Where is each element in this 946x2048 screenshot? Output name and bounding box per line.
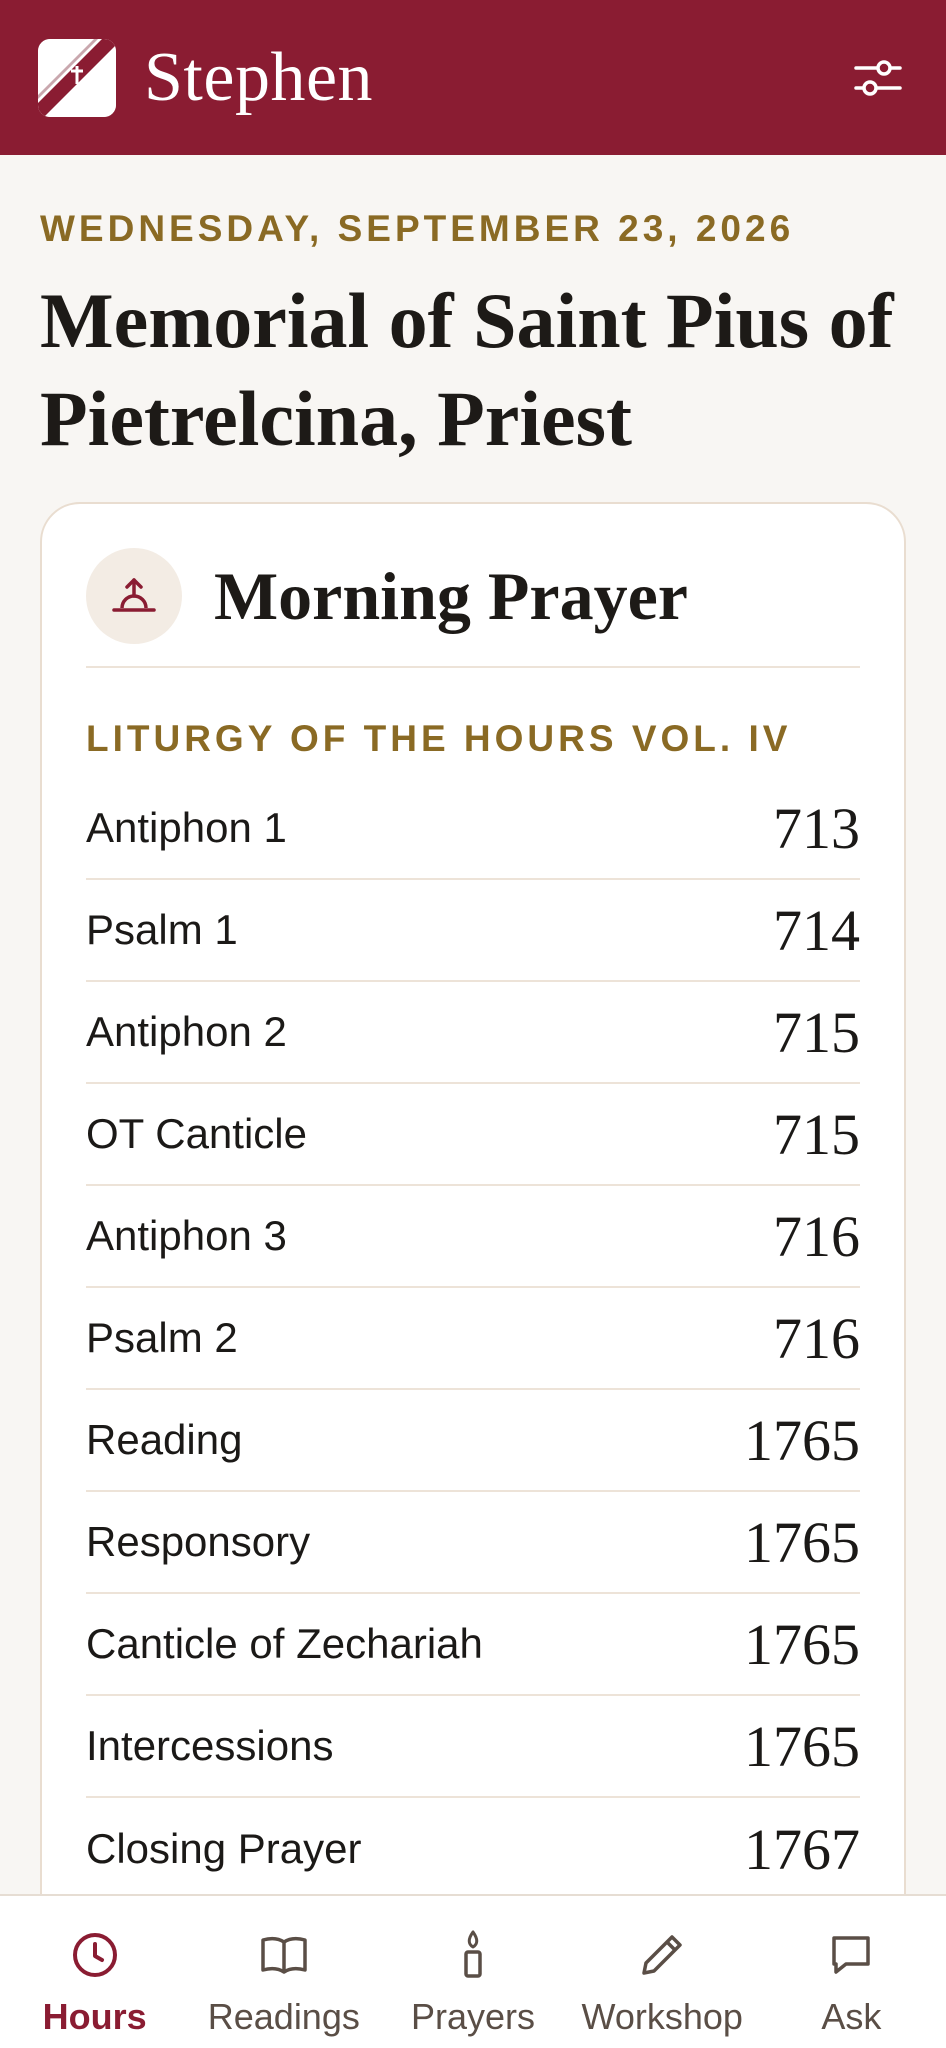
list-item[interactable] xyxy=(86,1798,860,1900)
nav-item-hours[interactable] xyxy=(0,1896,189,2048)
item-page: 713 xyxy=(773,795,860,861)
item-label: Canticle of Zechariah xyxy=(86,1620,483,1667)
item-label: Reading xyxy=(86,1416,243,1463)
list-item[interactable] xyxy=(86,1186,860,1288)
item-page: 715 xyxy=(773,999,860,1065)
nav-label: Hours xyxy=(42,1996,147,2037)
list-item[interactable] xyxy=(86,1594,860,1696)
item-label: Psalm 1 xyxy=(86,906,238,953)
sunrise-icon xyxy=(86,548,182,644)
pencil-icon xyxy=(635,1928,689,1982)
item-label: Antiphon 1 xyxy=(86,804,287,851)
list-item[interactable] xyxy=(86,982,860,1084)
feast-title: Memorial of Saint Pius of Pietrelcina, Priest xyxy=(40,277,894,462)
nav-label: Prayers xyxy=(410,1996,536,2037)
hour-title: Morning Prayer xyxy=(214,557,688,634)
settings-button[interactable] xyxy=(848,48,908,108)
item-page: 1765 xyxy=(744,1713,860,1779)
nav-label: Workshop xyxy=(581,1996,743,2037)
item-label: OT Canticle xyxy=(86,1110,307,1157)
list-item[interactable] xyxy=(86,1492,860,1594)
item-label: Responsory xyxy=(86,1518,311,1565)
candle-icon xyxy=(446,1928,500,1982)
item-label: Intercessions xyxy=(86,1722,334,1769)
list-item[interactable] xyxy=(86,1288,860,1390)
list-item[interactable] xyxy=(86,880,860,982)
nav-item-readings[interactable] xyxy=(189,1896,378,2048)
bottom-nav xyxy=(0,1894,946,2048)
chat-icon xyxy=(824,1928,878,1982)
app-title: Stephen xyxy=(144,38,374,116)
hour-items-list xyxy=(86,778,860,1900)
item-page: 716 xyxy=(773,1203,860,1269)
item-page: 1765 xyxy=(744,1407,860,1473)
list-item[interactable] xyxy=(86,778,860,880)
item-page: 1765 xyxy=(744,1509,860,1575)
item-label: Antiphon 2 xyxy=(86,1008,287,1055)
list-item[interactable] xyxy=(86,1390,860,1492)
item-label: Closing Prayer xyxy=(86,1825,362,1872)
clock-icon xyxy=(68,1928,122,1982)
nav-item-ask[interactable] xyxy=(757,1896,946,2048)
nav-label: Readings xyxy=(207,1996,360,2037)
item-page: 1765 xyxy=(744,1611,860,1677)
app-logo xyxy=(38,39,116,117)
item-page: 715 xyxy=(773,1101,860,1167)
item-page: 716 xyxy=(773,1305,860,1371)
item-page: 1767 xyxy=(744,1816,860,1882)
hour-card-header xyxy=(86,548,860,668)
cross-book-logo-icon xyxy=(38,39,116,117)
item-label: Antiphon 3 xyxy=(86,1212,287,1259)
nav-label: Ask xyxy=(821,1996,882,2037)
nav-item-workshop[interactable] xyxy=(568,1896,757,2048)
item-label: Psalm 2 xyxy=(86,1314,238,1361)
date-label: WEDNESDAY, SEPTEMBER 23, 2026 xyxy=(40,208,795,249)
hour-card xyxy=(40,502,906,2002)
app-header xyxy=(0,0,946,155)
list-item[interactable] xyxy=(86,1084,860,1186)
item-page: 714 xyxy=(773,897,860,963)
sliders-icon xyxy=(854,56,902,100)
volume-label: LITURGY OF THE HOURS VOL. IV xyxy=(86,718,792,759)
nav-item-prayers[interactable] xyxy=(378,1896,567,2048)
book-icon xyxy=(257,1928,311,1982)
list-item[interactable] xyxy=(86,1696,860,1798)
